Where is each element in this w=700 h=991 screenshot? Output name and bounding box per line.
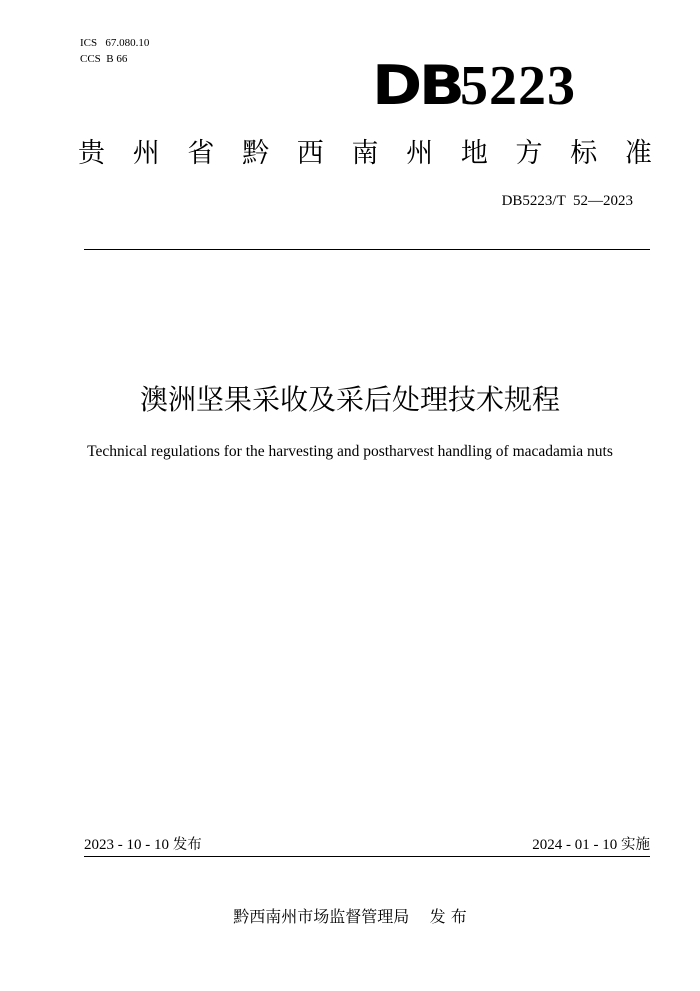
- db-logo-letters: DB: [372, 54, 462, 117]
- standard-category-char: 西: [296, 138, 324, 169]
- db-logo: [372, 56, 604, 116]
- ccs-code: CCS B 66: [80, 53, 128, 65]
- top-divider: [84, 249, 650, 250]
- standard-category-char: 南: [351, 138, 379, 169]
- implementation-label: 实施: [621, 837, 650, 853]
- issue-label: 发布: [172, 837, 202, 853]
- standard-category-char: 方: [515, 138, 543, 169]
- standard-category-title: [78, 134, 652, 174]
- document-title-en: Technical regulations for the harvesting and postharvest handling of macadamia nuts: [87, 443, 613, 460]
- issue-date: [84, 835, 202, 855]
- ics-code: ICS 67.080.10: [80, 37, 150, 49]
- db-logo-number: 5223: [460, 55, 576, 117]
- document-title-cn: 澳洲坚果采收及采后处理技术规程: [139, 383, 560, 416]
- standard-category-char: 省: [187, 138, 215, 169]
- standard-category-char: 黔: [242, 138, 270, 169]
- standard-category-char: 地: [460, 138, 488, 169]
- standard-category-char: 贵: [78, 138, 105, 169]
- standard-category-char: 标: [570, 138, 598, 169]
- standard-number: DB5223/T 52—2023: [501, 193, 633, 209]
- standard-category-char: 州: [132, 138, 160, 169]
- issuing-authority: 黔西南州市场监督管理局 发 布: [233, 907, 467, 926]
- implementation-date: [532, 835, 650, 855]
- standard-category-char: 州: [406, 138, 434, 169]
- implementation-date-value: 2024 - 01 - 10: [532, 837, 621, 853]
- bottom-divider: [84, 856, 650, 857]
- issue-date-value: 2023 - 10 - 10: [84, 837, 173, 853]
- standard-category-char: 准: [624, 138, 652, 169]
- classification-codes: [80, 35, 149, 67]
